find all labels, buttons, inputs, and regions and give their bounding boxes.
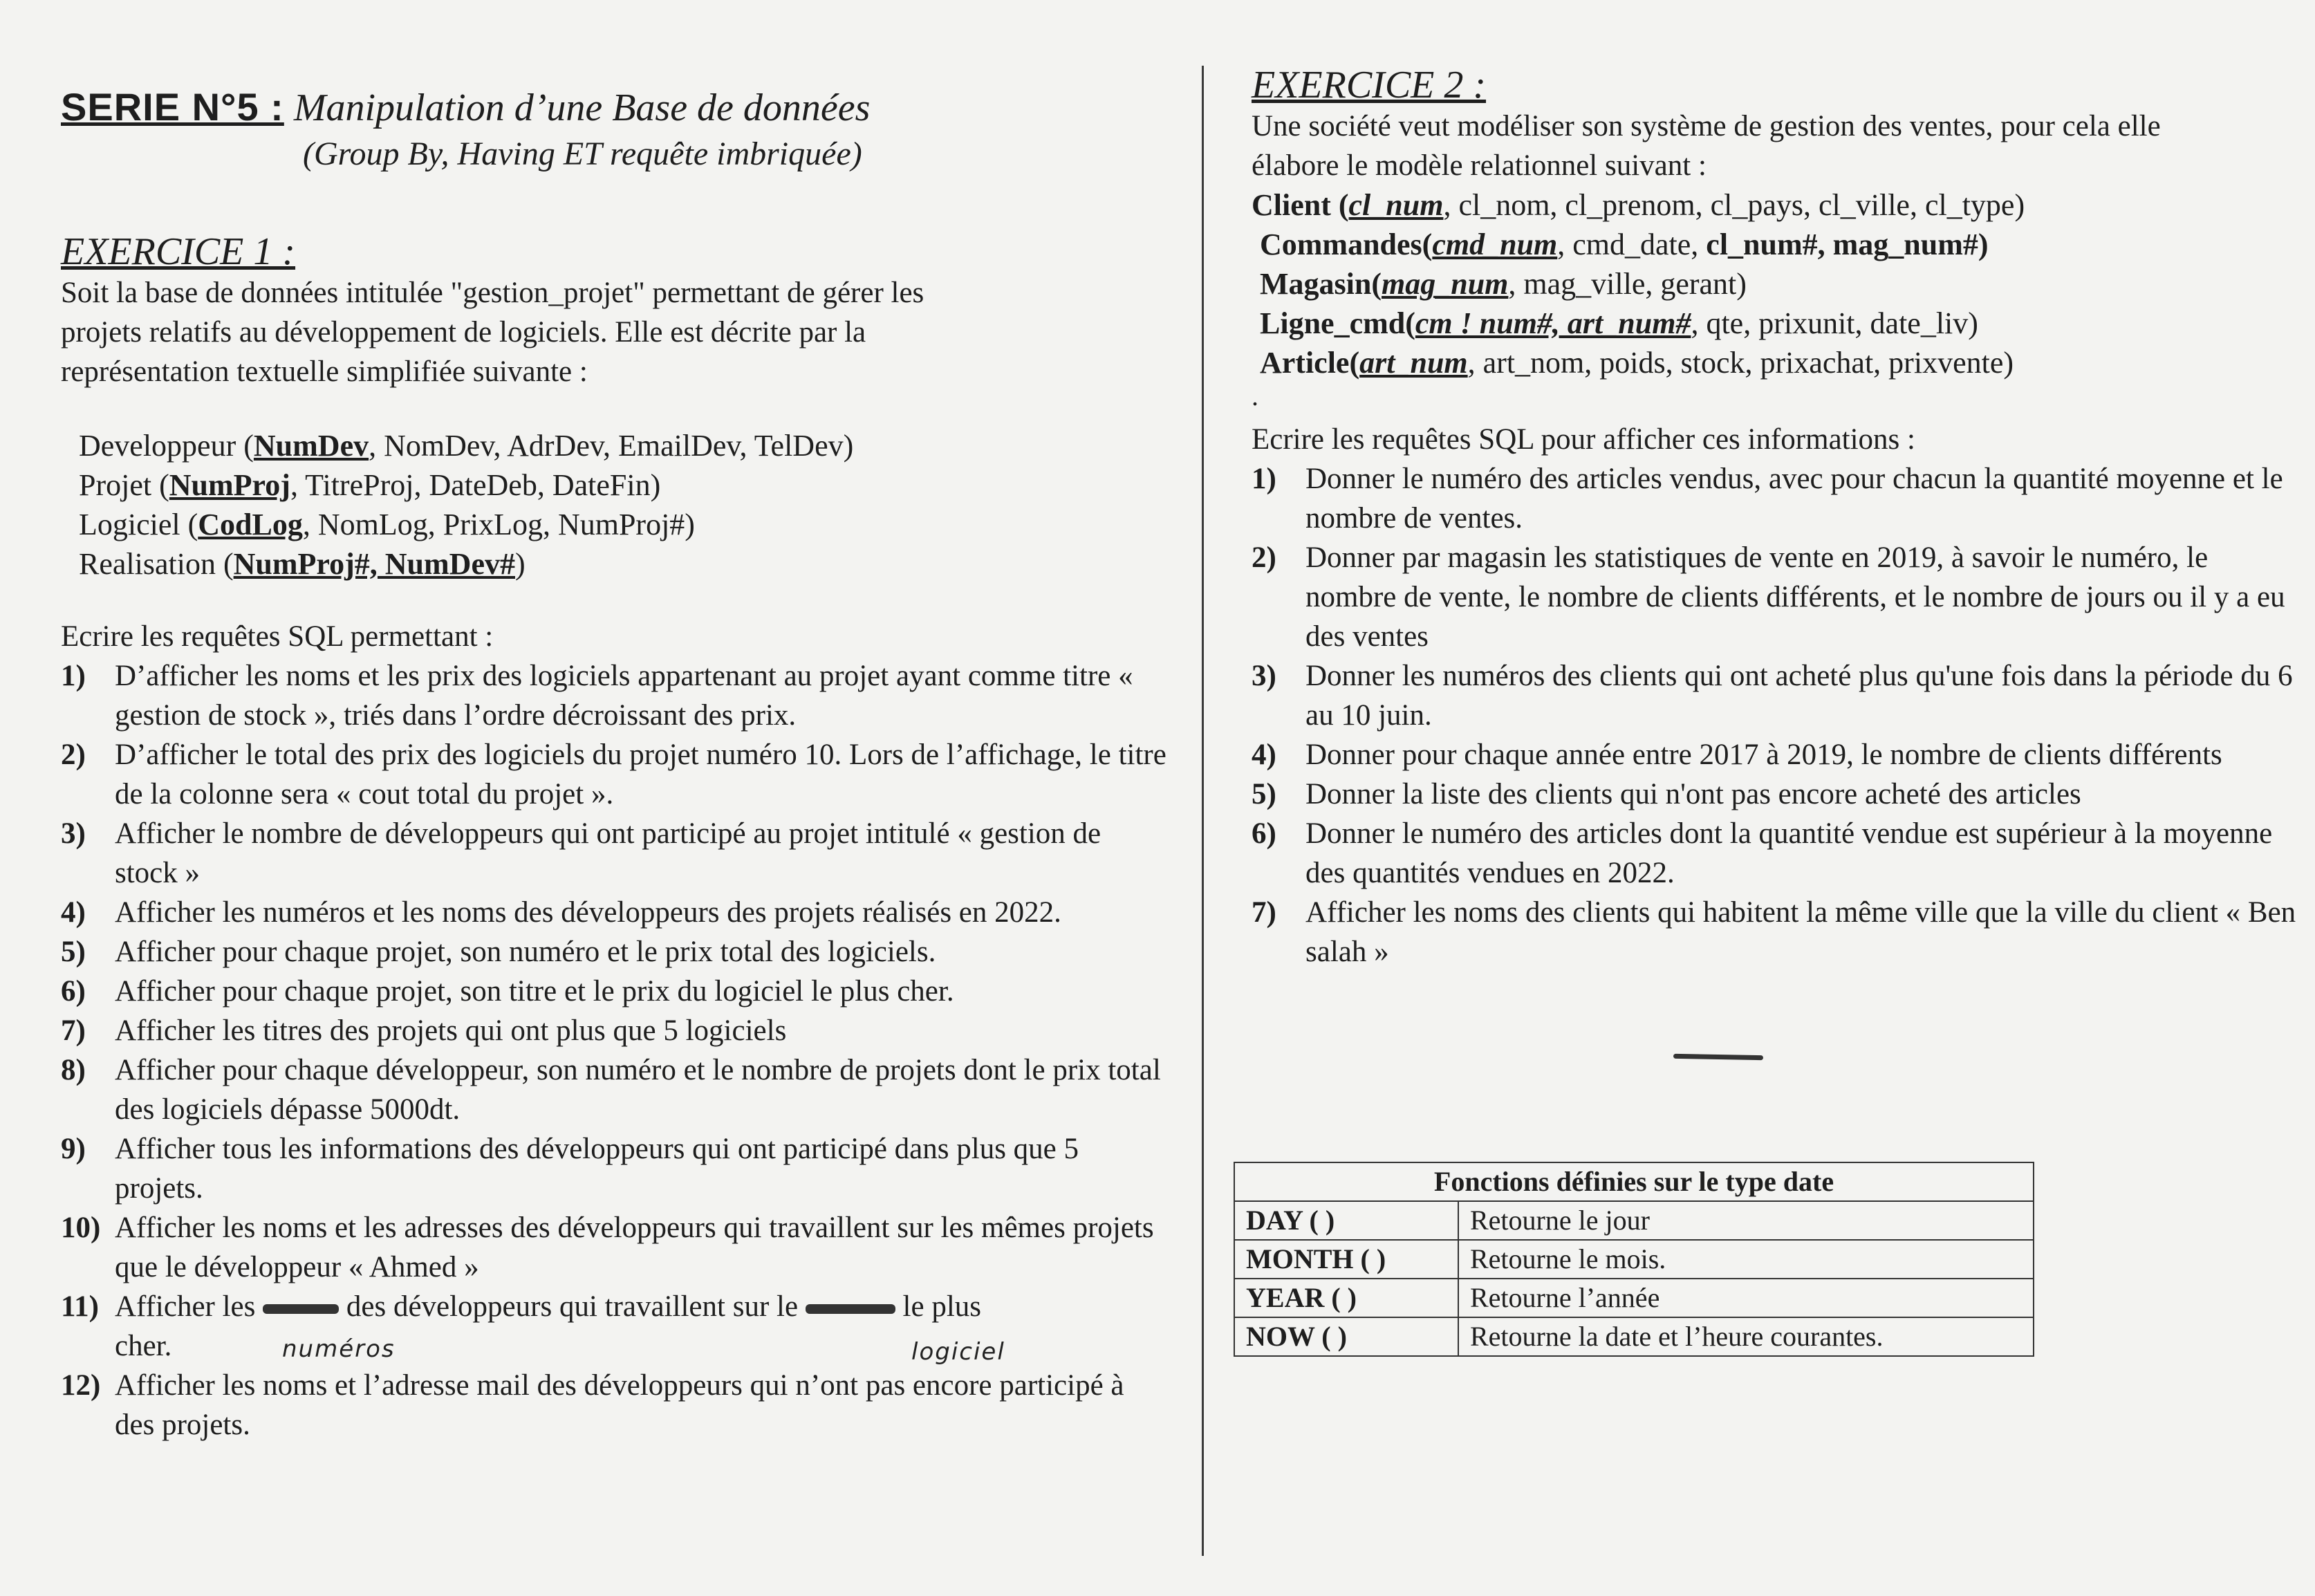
question-number: 8) [61, 1054, 86, 1086]
question-text: Afficher les titres des projets qui ont plus que 5 logiciels [115, 1014, 787, 1047]
intro-line: projets relatifs au développement de logiciels. Elle est décrite par la [61, 316, 866, 349]
function-description: Retourne le mois. [1458, 1240, 2034, 1279]
question-text: D’afficher les noms et les prix des logiciels appartenant au projet ayant comme titre « gestion de stock », triés dans l’ordre décroissant des prix. [115, 660, 1133, 732]
primary-key: mag_num [1382, 267, 1509, 301]
exercise-1-title: EXERCICE 1 : [61, 230, 296, 273]
pen-mark [1673, 1054, 1763, 1060]
handwritten-note: numéros [282, 1335, 396, 1363]
table-name: Commandes( [1260, 228, 1433, 261]
table-header-row [1234, 1162, 2034, 1201]
table-row [1234, 1201, 2034, 1240]
attributes: , NomLog, PrixLog, NumProj#) [302, 508, 695, 541]
table-header: Fonctions définies sur le type date [1234, 1162, 2034, 1201]
exercise-2-title: EXERCICE 2 : [1252, 64, 1487, 106]
question-item [61, 932, 1167, 972]
question-item [61, 1366, 1167, 1445]
question-text: Afficher les [115, 1290, 256, 1323]
schema-projet [79, 465, 1167, 505]
serie-label: SERIE N°5 : [61, 85, 284, 129]
question-number: 4) [61, 896, 86, 929]
intro-line: Soit la base de données intitulée "gestion_projet" permettant de gérer les [61, 277, 924, 309]
question-text: Afficher les noms et l’adresse mail des développeurs qui n’ont pas encore participé à des projets. [115, 1369, 1124, 1441]
question-item [1252, 459, 2303, 538]
intro-line: élabore le modèle relationnel suivant : [1252, 149, 1707, 182]
table-name: Realisation ( [79, 547, 234, 581]
attributes: , NomDev, AdrDev, EmailDev, TelDev) [369, 429, 854, 463]
primary-key: NumProj#, NumDev# [233, 547, 515, 581]
question-item [61, 1208, 1167, 1287]
question-text: Afficher les noms et les adresses des développeurs qui travaillent sur les mêmes projets que le développeur « Ahmed » [115, 1212, 1154, 1283]
question-text: Afficher tous les informations des développeurs qui ont participé dans plus que 5 projets. [115, 1133, 1079, 1205]
question-number: 1) [61, 660, 86, 692]
question-number: 3) [1252, 660, 1276, 692]
question-item [1252, 735, 2303, 774]
table-name: Client ( [1252, 188, 1349, 222]
table-name: Logiciel ( [79, 508, 198, 541]
serie-title: Manipulation d’une Base de données [293, 86, 871, 129]
table-name: Article( [1260, 346, 1360, 380]
exercise-1-intro [61, 273, 1167, 391]
question-text: Afficher le nombre de développeurs qui ont participé au projet intitulé « gestion de stock » [115, 817, 1101, 889]
table-name: Developpeur ( [79, 429, 254, 463]
primary-key: art_num [1359, 346, 1468, 380]
question-item [61, 972, 1167, 1011]
question-item [1252, 814, 2303, 893]
table-row [1234, 1279, 2034, 1317]
question-text: Donner le numéro des articles dont la quantité vendue est supérieur à la moyenne des quantités vendues en 2022. [1305, 817, 2273, 889]
function-description: Retourne la date et l’heure courantes. [1458, 1317, 2034, 1356]
question-number: 9) [61, 1133, 86, 1165]
attributes: , cmd_date, [1557, 228, 1707, 261]
question-number: 3) [61, 817, 86, 850]
left-column [61, 83, 1167, 1445]
question-text: le plus [902, 1290, 982, 1323]
question-text: Donner par magasin les statistiques de vente en 2019, à savoir le numéro, le nombre de vente, le nombre de clients différents, et le nombre de jours ou il y a eu des ventes [1305, 541, 2285, 653]
function-name: NOW ( ) [1234, 1317, 1458, 1356]
question-item [61, 656, 1167, 735]
question-number: 7) [61, 1014, 86, 1047]
table-row [1234, 1317, 2034, 1356]
schema-article [1252, 343, 2303, 382]
question-text: Afficher les noms des clients qui habitent la même ville que la ville du client « Ben salah » [1305, 896, 2296, 968]
question-item [1252, 893, 2303, 972]
question-item [61, 1011, 1167, 1050]
foreign-keys: cl_num#, mag_num# [1706, 228, 1978, 261]
question-number: 11) [61, 1290, 99, 1323]
exercise-2-intro [1252, 106, 2303, 185]
question-text: Donner les numéros des clients qui ont acheté plus qu'une fois dans la période du 6 au 10 juin. [1305, 660, 2293, 732]
primary-key: cl_num [1348, 188, 1444, 222]
attributes: , qte, prixunit, date_liv) [1691, 306, 1978, 340]
attributes: ) [1978, 228, 1989, 261]
handwritten-note: logiciel [911, 1338, 1005, 1366]
crossed-out-word [806, 1304, 895, 1314]
exercise-1-prompt: Ecrire les requêtes SQL permettant : [61, 620, 494, 653]
question-number: 1) [1252, 463, 1276, 495]
question-number: 6) [61, 975, 86, 1008]
question-number: 5) [61, 936, 86, 968]
primary-key: CodLog [198, 508, 303, 541]
question-item [61, 893, 1167, 932]
attributes: , art_nom, poids, stock, prixachat, prixvente) [1467, 346, 2014, 380]
question-text: Afficher pour chaque développeur, son numéro et le nombre de projets dont le prix total des logiciels dépasse 5000dt. [115, 1054, 1161, 1126]
question-number: 10) [61, 1212, 101, 1244]
question-number: 12) [61, 1369, 101, 1402]
question-number: 6) [1252, 817, 1276, 850]
primary-key: cmd_num [1432, 228, 1558, 261]
schema-developpeur [79, 426, 1167, 465]
question-text: D’afficher le total des prix des logiciels du projet numéro 10. Lors de l’affichage, le titre de la colonne sera « cout total du projet ». [115, 739, 1166, 810]
question-text: des développeurs qui travaillent sur le [346, 1290, 799, 1323]
function-description: Retourne l’année [1458, 1279, 2034, 1317]
schema-client [1252, 185, 2303, 225]
question-text: Donner pour chaque année entre 2017 à 2019, le nombre de clients différents [1305, 739, 2222, 771]
exercise-2-questions [1252, 459, 2303, 972]
question-item [61, 1129, 1167, 1208]
question-item-11 [61, 1287, 1167, 1366]
primary-key: cm ! num#, art_num# [1415, 306, 1691, 340]
attributes: ) [514, 547, 526, 581]
function-description: Retourne le jour [1458, 1201, 2034, 1240]
question-item [1252, 656, 2303, 735]
question-text: Donner la liste des clients qui n'ont pas encore acheté des articles [1305, 778, 2081, 810]
schema-ligne-cmd [1252, 304, 2303, 343]
question-text: Afficher pour chaque projet, son titre et le prix du logiciel le plus cher. [115, 975, 954, 1008]
stray-dot: . [1252, 380, 1258, 411]
exercise-1-schema [61, 426, 1167, 584]
table-row [1234, 1240, 2034, 1279]
function-name: DAY ( ) [1234, 1201, 1458, 1240]
table-name: Projet ( [79, 468, 169, 502]
function-name: MONTH ( ) [1234, 1240, 1458, 1279]
question-text: Afficher les numéros et les noms des développeurs des projets réalisés en 2022. [115, 896, 1061, 929]
attributes: , cl_nom, cl_prenom, cl_pays, cl_ville, cl_type) [1443, 188, 2025, 222]
crossed-out-word [263, 1304, 339, 1314]
primary-key: NumProj [169, 468, 290, 502]
schema-logiciel [79, 505, 1167, 544]
exercise-2-schema [1252, 185, 2303, 410]
question-item [61, 735, 1167, 814]
primary-key: NumDev [253, 429, 369, 463]
schema-realisation [79, 544, 1167, 584]
date-functions-table [1234, 1162, 2034, 1357]
attributes: , mag_ville, gerant) [1508, 267, 1747, 301]
schema-magasin [1252, 264, 2303, 304]
question-text: cher. [115, 1330, 172, 1362]
question-number: 4) [1252, 739, 1276, 771]
question-number: 5) [1252, 778, 1276, 810]
schema-commandes [1252, 225, 2303, 264]
question-item [61, 814, 1167, 893]
function-name: YEAR ( ) [1234, 1279, 1458, 1317]
question-text: Donner le numéro des articles vendus, avec pour chacun la quantité moyenne et le nombre de ventes. [1305, 463, 2283, 535]
question-text: Afficher pour chaque projet, son numéro et le prix total des logiciels. [115, 936, 936, 968]
table-name: Magasin( [1260, 267, 1382, 301]
exercise-2-prompt: Ecrire les requêtes SQL pour afficher ces informations : [1252, 423, 1915, 456]
intro-line: représentation textuelle simplifiée suivante : [61, 355, 588, 388]
attributes: , TitreProj, DateDeb, DateFin) [290, 468, 661, 502]
table-name: Ligne_cmd( [1260, 306, 1415, 340]
question-item [1252, 774, 2303, 814]
question-number: 2) [1252, 541, 1276, 574]
question-item [1252, 538, 2303, 656]
column-divider [1202, 66, 1204, 1556]
serie-subtitle: (Group By, Having ET requête imbriquée) [303, 136, 862, 172]
question-number: 2) [61, 739, 86, 771]
right-column [1252, 64, 2303, 972]
question-item [61, 1050, 1167, 1129]
intro-line: Une société veut modéliser son système de gestion des ventes, pour cela elle [1252, 110, 2161, 142]
question-number: 7) [1252, 896, 1276, 929]
exercise-1-questions [61, 656, 1167, 1445]
serie-heading [61, 83, 1167, 132]
